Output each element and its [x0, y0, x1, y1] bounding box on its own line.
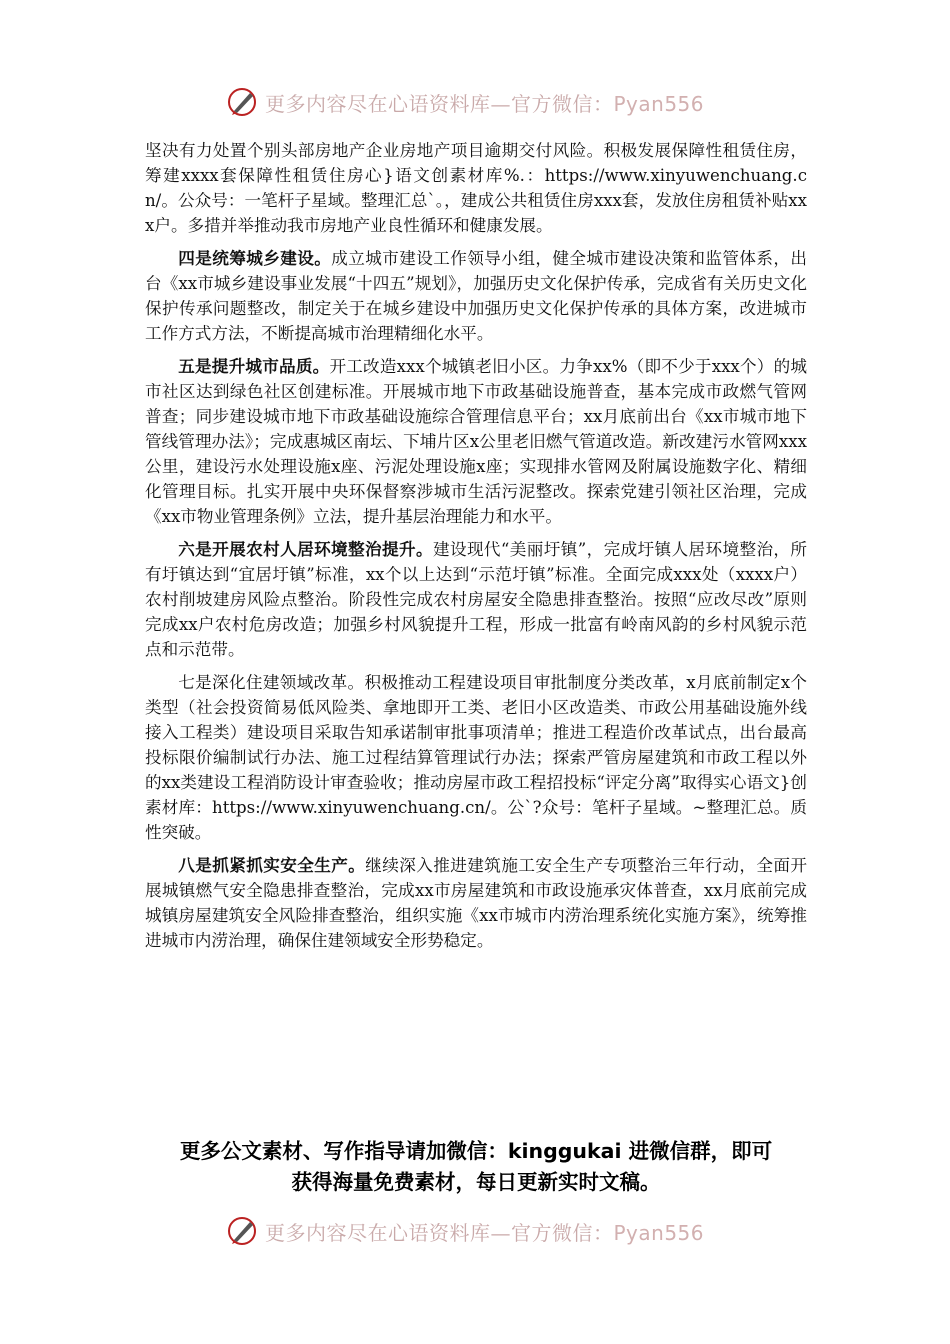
- footer-banner: [0, 1211, 950, 1251]
- wechat-id: Pyan556: [613, 91, 705, 116]
- footer-line-2: 获得海量免费素材，每日更新实时文稿。: [291, 1170, 661, 1194]
- paragraph-lead: 五是提升城市品质。: [178, 356, 330, 376]
- paragraph-5: 七是深化住建领域改革。积极推动工程建设项目审批制度分类改革，x月底前制定x个类型（社会投资简易低风险类、拿地即开工类、老旧小区改造类、市政公用基础设施外线接入工程类）建设项目采取告知承诺制审批事项清单；推进工程造价改革试点，出台最高投标限价编制试行办法、施工过程结算管理试行办法；探索严管房屋建筑和市政工程以外的xx类建设工程消防设计审查验收；推动房屋市政工程招投标“评定分离”取得实心语文}创素材库：https://www.xinyuwenchuang.cn/。公`?众号：笔杆子星域。~整理汇总。质性突破。: [145, 673, 807, 842]
- document-body: [145, 138, 807, 961]
- pen-logo-icon: [225, 1214, 259, 1248]
- paragraph-6: 八是抓紧抓实安全生产。继续深入推进建筑施工安全生产专项整治三年行动，全面开展城镇燃气安全隐患排查整治，完成xx市房屋建筑和市政设施承灾体普查，xx月底前完成城镇房屋建筑安全风险排查整治，组织实施《xx市城市内涝治理系统化实施方案》，统筹推进城市内涝治理，确保住建领域安全形势稳定。: [145, 855, 808, 950]
- wechat-id: Pyan556: [613, 1220, 705, 1245]
- banner-label: 更多内容尽在心语资料库—官方微信：Pyan556: [265, 91, 705, 116]
- paragraph-2: 四是统筹城乡建设。成立城市建设工作领导小组，健全城市建设决策和监管体系，出台《xx市城乡建设事业发展“十四五”规划》，加强历史文化保护传承，完成省有关历史文化保护传承问题整改，制定关于在城乡建设中加强历史文化保护传承的具体方案，改进城市工作方式方法，不断提高城市治理精细化水平。: [145, 248, 808, 343]
- paragraph-3: 五是提升城市品质。开工改造xxx个城镇老旧小区。力争xx%（即不少于xxx个）的城市社区达到绿色社区创建标准。开展城市地下市政基础设施普查，基本完成市政燃气管网普查；同步建设城市地下市政基础设施综合管理信息平台；xx月底前出台《xx市城市地下管线管理办法》；完成惠城区南坛、下埔片区x公里老旧燃气管道改造。新改建污水管网xxx公里，建设污水处理设施x座、污泥处理设施x座；实现排水管网及附属设施数字化、精细化管理目标。扎实开展中央环保督察涉城市生活污泥整改。探索党建引领社区治理，完成《xx市物业管理条例》立法，提升基层治理能力和水平。: [145, 356, 807, 526]
- paragraph-4: 六是开展农村人居环境整治提升。建设现代“美丽圩镇”，完成圩镇人居环境整治，所有圩镇达到“宜居圩镇”标准，xx个以上达到“示范圩镇”标准。全面完成xxx处（xxxx户）农村削坡建房风险点整治。阶段性完成农村房屋安全隐患排查整治。按照“应改尽改”原则完成xx户农村危房改造；加强乡村风貌提升工程，形成一批富有岭南风韵的乡村风貌示范点和示范带。: [145, 539, 808, 659]
- header-banner: [0, 82, 950, 122]
- paragraph-lead: 四是统筹城乡建设。: [178, 248, 332, 268]
- footer-notice: [145, 1136, 807, 1198]
- footer-line-1: 更多公文素材、写作指导请加微信：kinggukai 进微信群，即可: [179, 1139, 773, 1163]
- paragraph-lead: 八是抓紧抓实安全生产。: [178, 855, 366, 875]
- pen-logo-icon: [225, 85, 259, 119]
- paragraph-1: 坚决有力处置个别头部房地产企业房地产项目逾期交付风险。积极发展保障性租赁住房，筹建xxxx套保障性租赁住房心}语文创素材库%.：https://www.xinyuwenchuang.cn/。公众号：一笔杆子星域。整理汇总`。，建成公共租赁住房xxx套，发放住房租赁补贴xxx户。多措并举推动我市房地产业良性循环和健康发展。: [145, 141, 807, 235]
- banner-label: 更多内容尽在心语资料库—官方微信：Pyan556: [265, 1220, 705, 1245]
- paragraph-lead: 六是开展农村人居环境整治提升。: [178, 539, 433, 559]
